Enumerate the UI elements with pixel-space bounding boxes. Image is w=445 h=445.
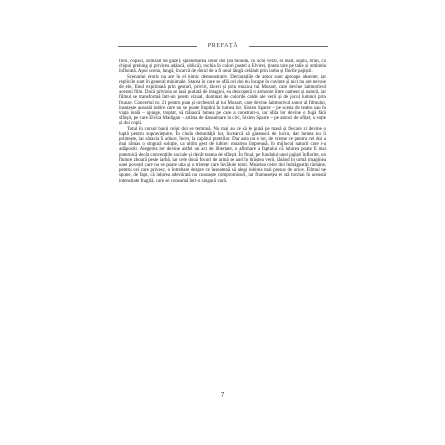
paragraph: Totul în cursul banii celor doi se termină. Nu mai au ce să le pună pe masă și fiecare zi devine o luptă pentru supraviețuire. În ciuda demnității lor, încearcă să găsească de lucru, dar lumea nu îi primește, iar săracia îi aduce, încet, la capătul puterilor. Dar asta nu e tot, de vreme ce pentru cei doi a mai rămas o singură soluție, ca ultim gest de iubire: moartea împreună, în mijlocul naturii care i-a adăpostit. Alegerea lor devine astfel un act de libertate, o afirmare a faptului că iubirea poate fi mai puternică decât convențiile sociale și decât teama de sfârșit. În final, pe fundalul unei pajiști înflorite, un fluture zboară peste iarbă, iar cele două focuri de armă se aud în liniștea verii, lăsând în urmă imaginea unei povești care nu se poate uita și o tristețe care învăluie totul. Moartea celor doi îndrăgostiți rămâne, pentru cei care privesc, o întrebare despre ce înseamnă să alegi iubirea mai presus de orice. Filmul ne spune, de fapt, că iubirea adevărată nu cunoaște compromisuri, iar frumusețea ei stă tocmai în această intensitate fragilă, care se consumă într-o singură vară. bbox=[119, 126, 326, 184]
running-header-title: PREFAȚĂ bbox=[207, 43, 239, 49]
paragraph: Scenariul erotic nu are în el nimic demonstrativ. Declarațiile de amor sunt aproape absente, iar replicile sunt în general minimale. Starea în care se află cei doi nu încape în cuvinte și nici nu are nevoie de ele, fiind exprimată prin gesturi, priviri, tăceri și prin muzica lui Mozart, care devine laitmotivul acestui film. Dacă privirea se lasă purtată de imagini, ea descoperă o armonie între oameni și natură, iar filmul se transformă într-un poem vizual, dominat de culorile calde ale verii și de jocul luminii prin frunze. Concertul nr. 21 pentru pian și orchestră al lui Mozart, care devine laitmotivul sonor al filmului, însoțește această iubire care nu se poate împlini în lumea lor. Sixten Sparre – pe scena de teatru sau în viața reală – ajunge, treptat, să trăiască lumea pe care a construit-o, iar idila lor devine o fugă fără sfârșit, pe care Elvira Madigan – artista de dansatoare la circ, Sixten Sparre – pe atunci de ofițer, o soție și doi copii. bbox=[119, 74, 326, 127]
header-rule-left bbox=[118, 46, 197, 47]
paragraph: flori, copaci, zumzăit de gâze); splendoarea celor doi (ea blondă, cu ochi verzi, el înalt, suplu, brun, cu chipul prelung și privirea adâncă, oblică), rochia în culori pastel a Elvirei, ținuta tare pe talie și umbrela înflorată. Apoi scena, lungă, încarcă de dorul de a fi unul lângă celălalt prin iarba și florile pajiștii. bbox=[119, 59, 326, 75]
page-number: 7 bbox=[220, 391, 225, 399]
body-text bbox=[119, 59, 326, 375]
running-header bbox=[118, 41, 328, 51]
header-rule-right bbox=[249, 46, 328, 47]
